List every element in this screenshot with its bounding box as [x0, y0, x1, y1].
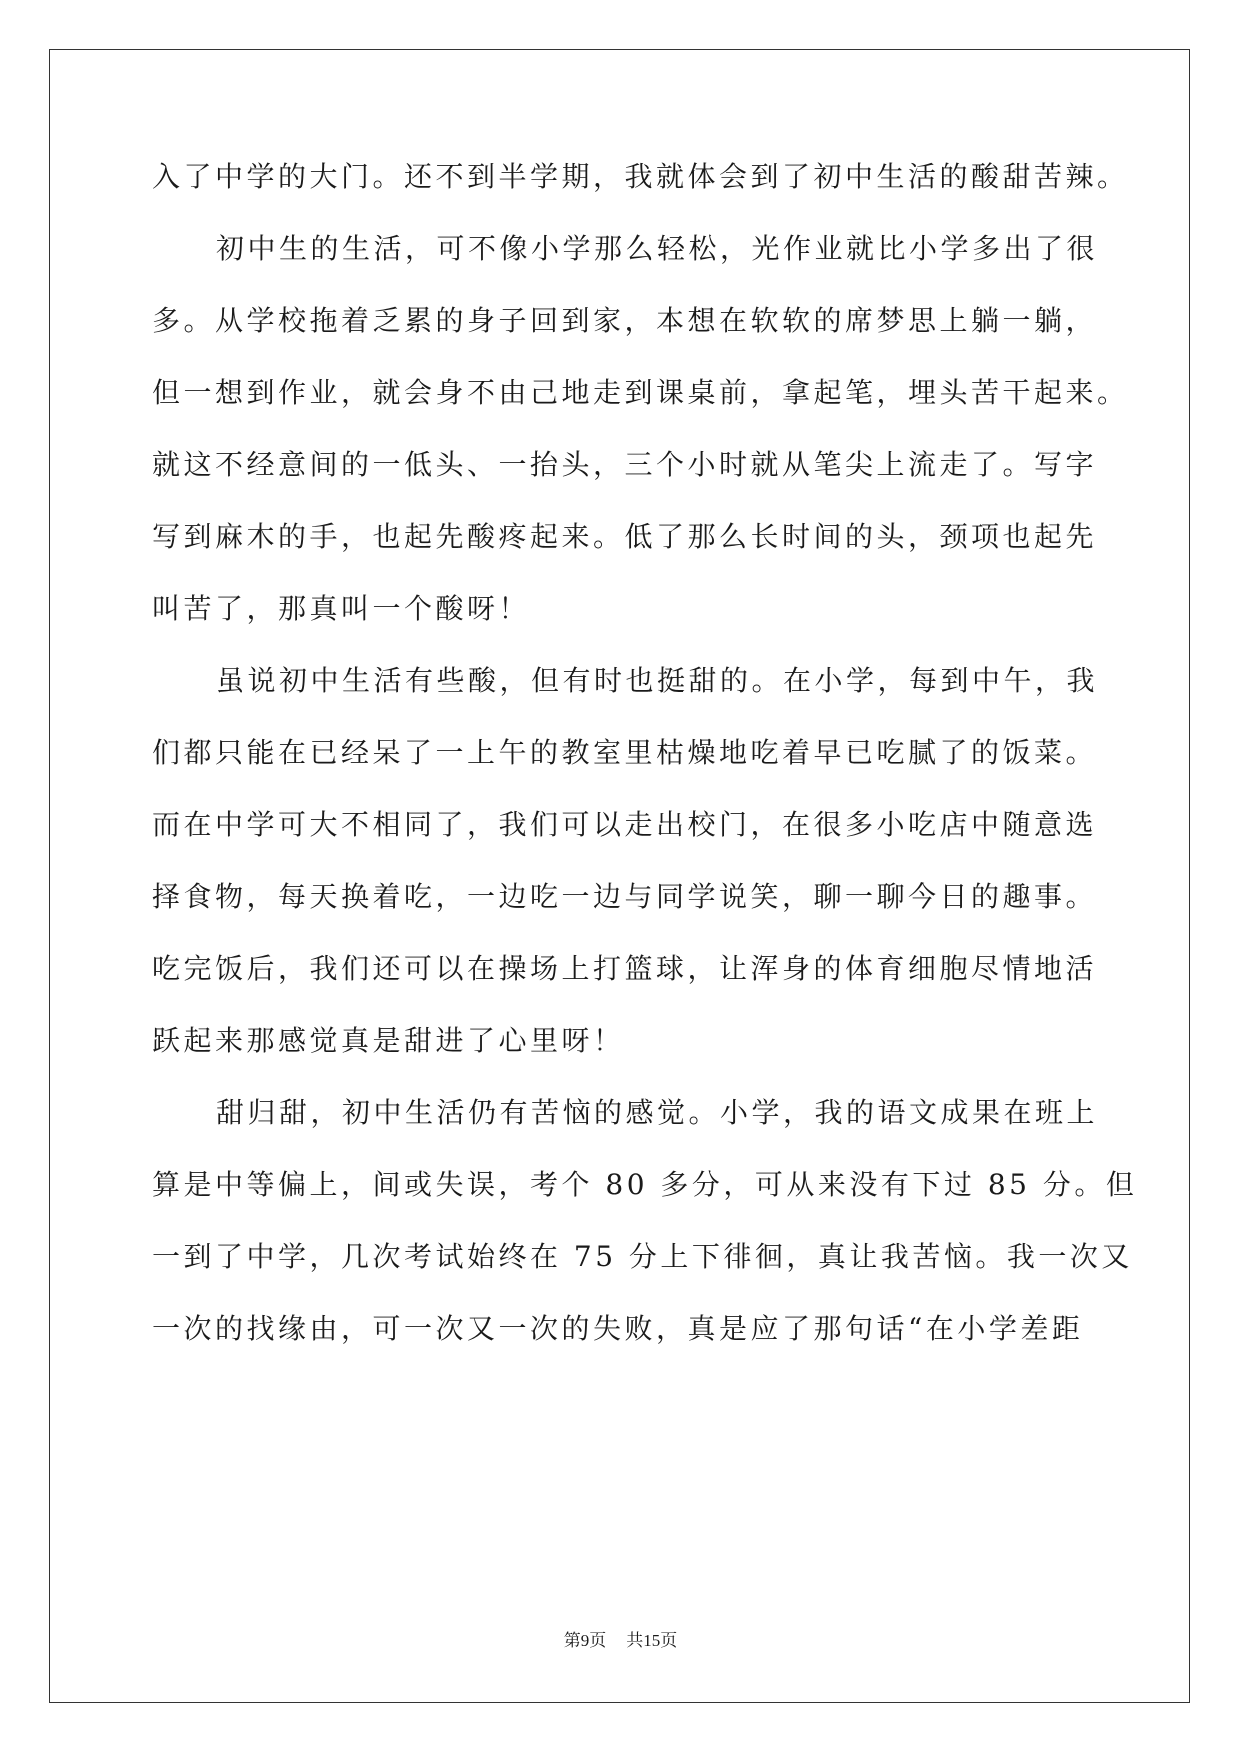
text-line: 跃起来那感觉真是甜进了心里呀！	[152, 1024, 625, 1057]
text-line: 算是中等偏上，间或失误，考个 80 多分，可从来没有下过 85 分。但	[152, 1168, 1138, 1201]
text-line: 而在中学可大不相同了，我们可以走出校门，在很多小吃店中随意选	[152, 808, 1098, 841]
text-line: 一次的找缘由，可一次又一次的失败，真是应了那句话“在小学差距	[152, 1312, 1084, 1345]
text-line: 叫苦了，那真叫一个酸呀！	[152, 592, 531, 625]
text-line: 多。从学校拖着乏累的身子回到家，本想在软软的席梦思上躺一躺，	[152, 304, 1098, 337]
paragraph-start-line: 甜归甜，初中生活仍有苦恼的感觉。小学，我的语文成果在班上	[216, 1096, 1099, 1129]
text-line: 入了中学的大门。还不到半学期，我就体会到了初中生活的酸甜苦辣。	[152, 160, 1129, 193]
text-line: 一到了中学，几次考试始终在 75 分上下徘徊，真让我苦恼。我一次又	[152, 1240, 1133, 1273]
text-line: 吃完饭后，我们还可以在操场上打篮球，让浑身的体育细胞尽情地活	[152, 952, 1098, 985]
text-line: 们都只能在已经呆了一上午的教室里枯燥地吃着早已吃腻了的饭菜。	[152, 736, 1098, 769]
paragraph-start-line: 初中生的生活，可不像小学那么轻松，光作业就比小学多出了很	[216, 232, 1099, 265]
text-line: 但一想到作业，就会身不由己地走到课桌前，拿起笔，埋头苦干起来。	[152, 376, 1129, 409]
page-total: 共15页	[626, 1631, 678, 1650]
page-border	[49, 49, 1190, 1703]
text-line: 写到麻木的手，也起先酸疼起来。低了那么长时间的头，颈项也起先	[152, 520, 1098, 553]
text-line: 择食物，每天换着吃，一边吃一边与同学说笑，聊一聊今日的趣事。	[152, 880, 1098, 913]
paragraph-start-line: 虽说初中生活有些酸，但有时也挺甜的。在小学，每到中午，我	[216, 664, 1099, 697]
page-footer	[0, 1626, 1241, 1651]
page-number: 第9页	[563, 1631, 607, 1650]
text-line: 就这不经意间的一低头、一抬头，三个小时就从笔尖上流走了。写字	[152, 448, 1098, 481]
